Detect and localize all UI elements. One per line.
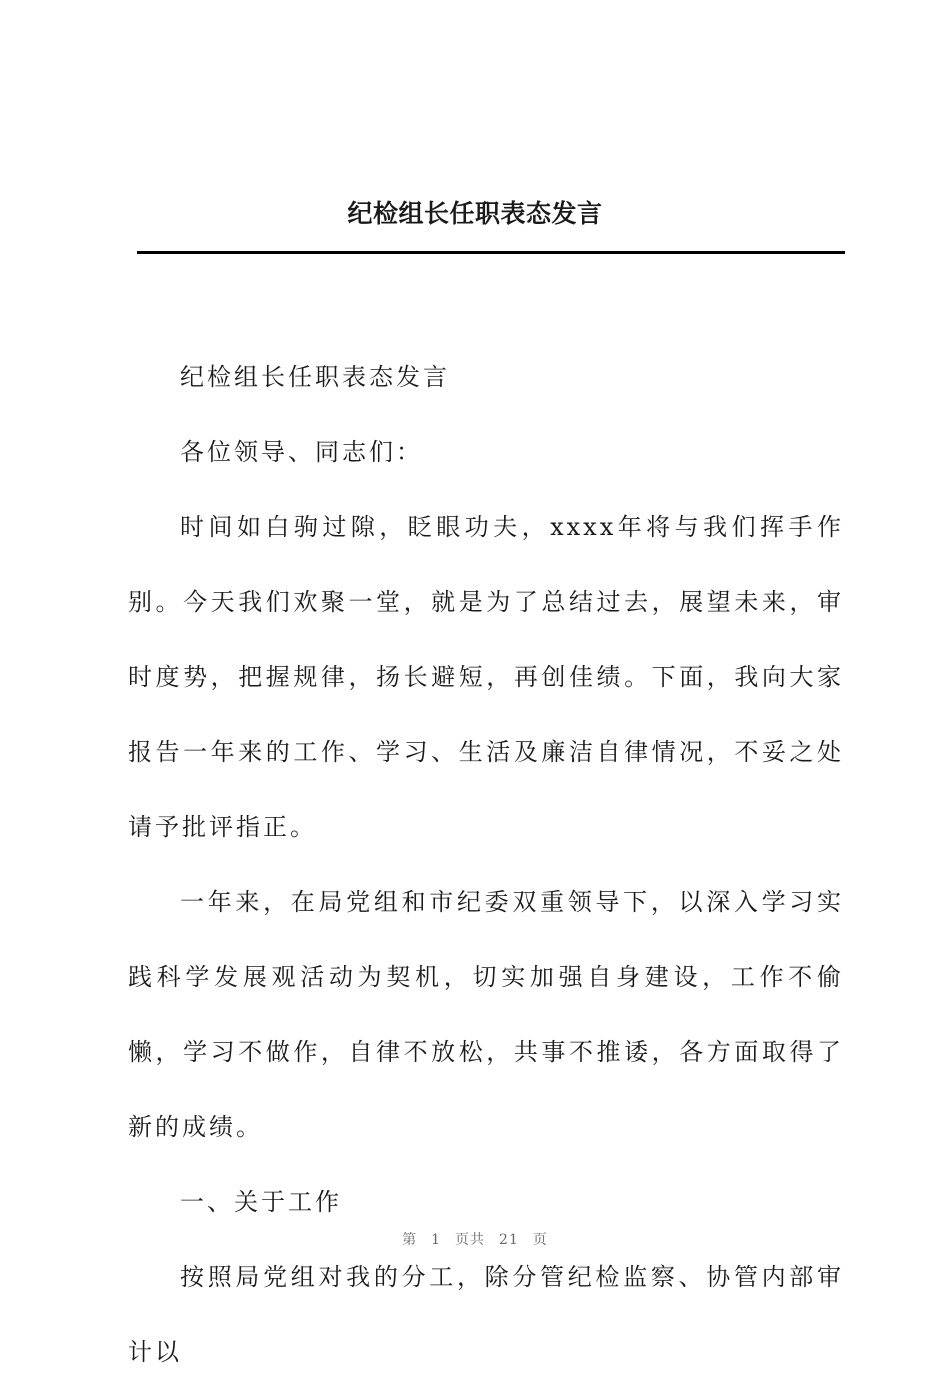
page-footer — [0, 1229, 950, 1249]
paragraph-heading: 纪检组长任职表态发言 — [180, 363, 450, 391]
paragraph-intro: 时间如白驹过隙，眨眼功夫，xxxx年将与我们挥手作别。今天我们欢聚一堂，就是为了总结过去，展望未来，审时度势，把握规律，扬长避短，再创佳绩。下面，我向大家报告一年来的工作、学习、生活及廉洁自律情况，不妥之处请予批评指正。 — [128, 513, 844, 841]
footer-prefix: 第 — [402, 1232, 418, 1248]
document-title: 纪检组长任职表态发言 — [347, 199, 603, 228]
footer-mid: 页共 — [455, 1232, 486, 1248]
section-heading-work: 一、关于工作 — [180, 1188, 342, 1216]
footer-suffix: 页 — [532, 1232, 548, 1248]
paragraph-work: 按照局党组对我的分工，除分管纪检监察、协管内部审计以 — [128, 1263, 844, 1366]
footer-current-page: 1 — [431, 1232, 442, 1248]
paragraph-salutation: 各位领导、同志们： — [180, 438, 423, 466]
footer-total-pages: 21 — [499, 1232, 519, 1248]
paragraph-summary: 一年来，在局党组和市纪委双重领导下，以深入学习实践科学发展观活动为契机，切实加强自身建设，工作不偷懒，学习不做作，自律不放松，共事不推诿，各方面取得了新的成绩。 — [128, 888, 844, 1141]
title-divider — [137, 251, 845, 254]
